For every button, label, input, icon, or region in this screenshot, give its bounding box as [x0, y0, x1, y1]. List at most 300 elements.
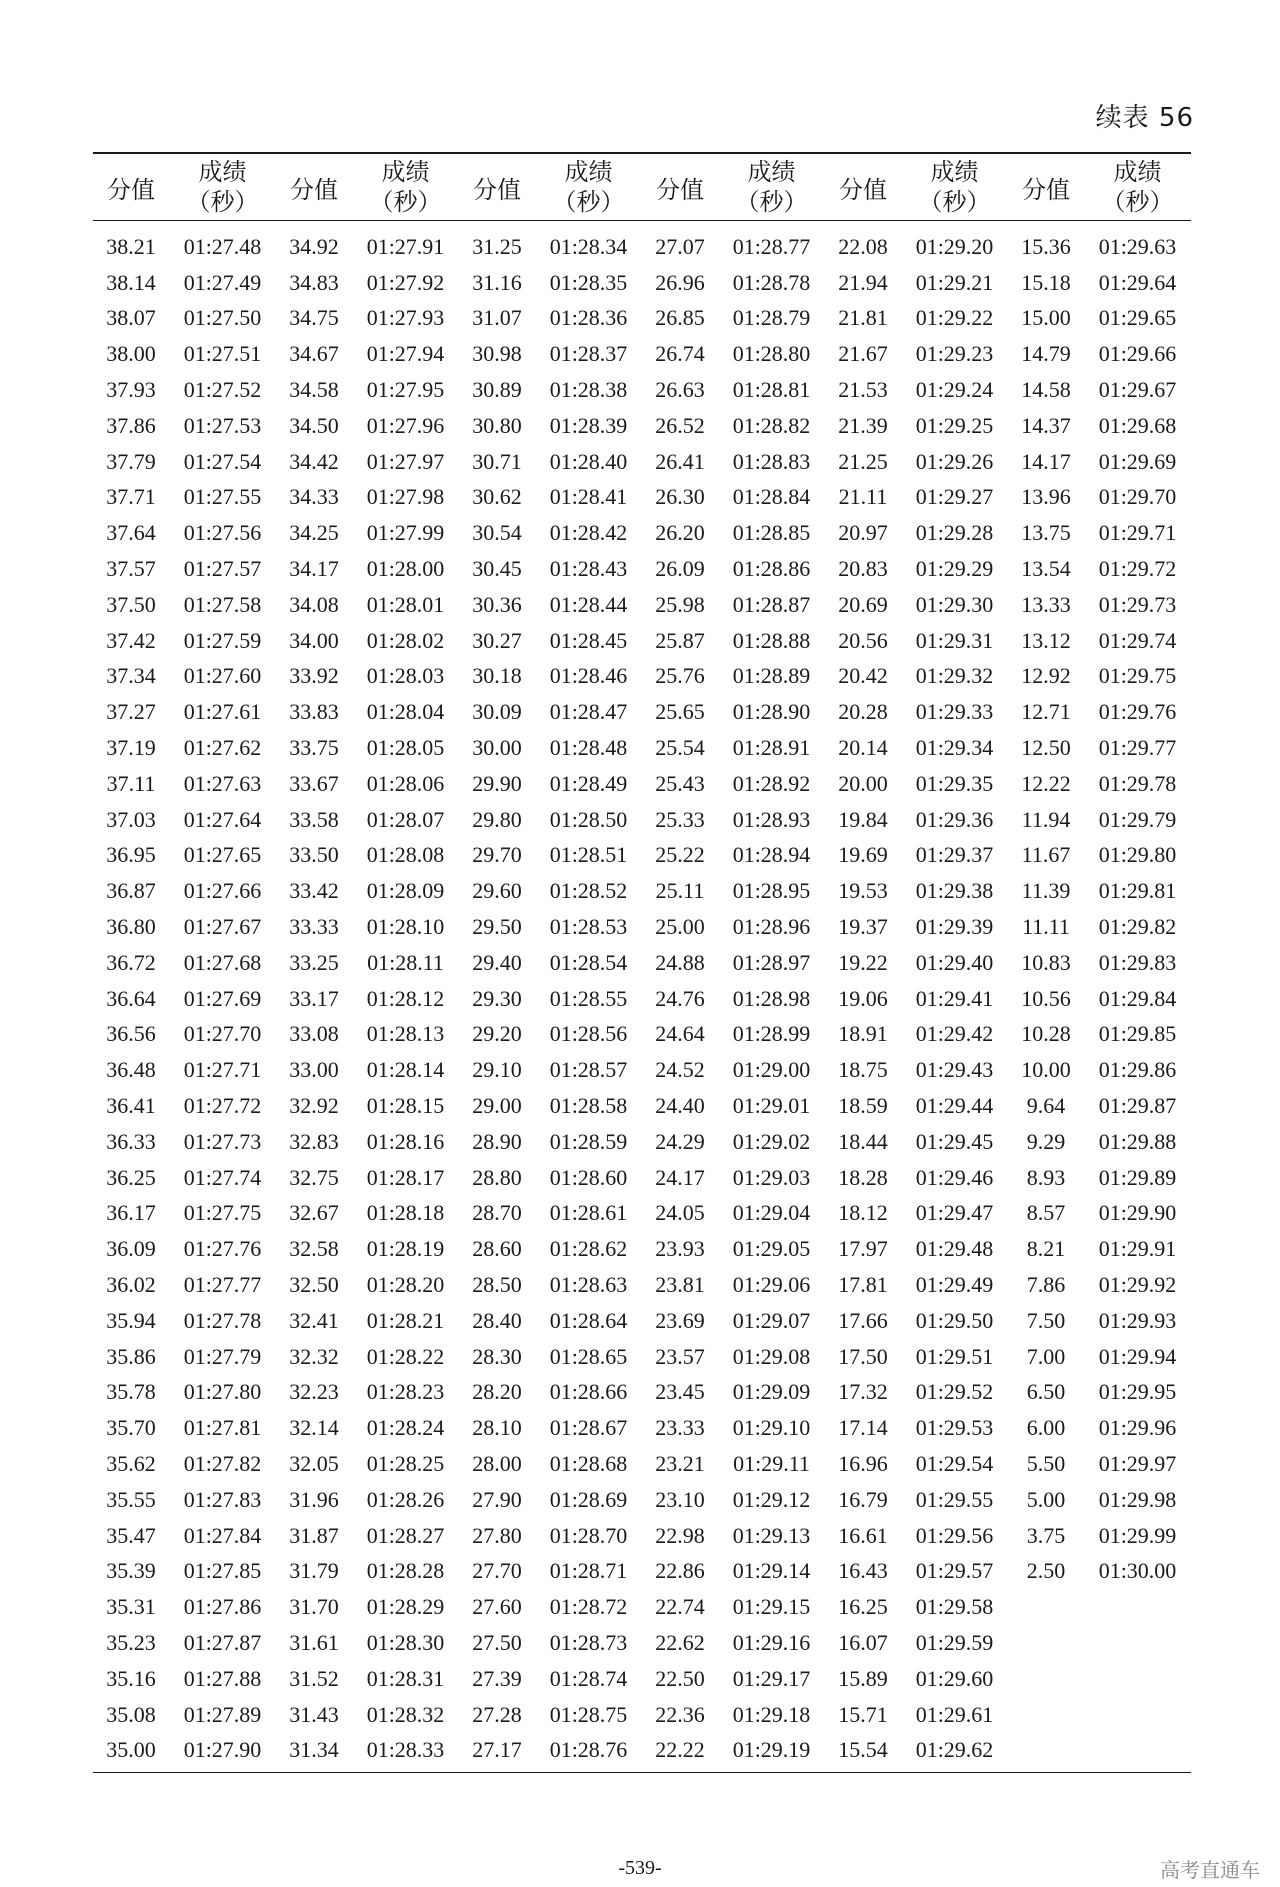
time-cell: 01:27.79	[183, 1343, 262, 1369]
score-cell: 36.48	[106, 1057, 156, 1083]
score-cell: 33.83	[289, 699, 339, 725]
time-cell: 01:29.63	[1098, 233, 1177, 259]
score-cell: 22.36	[655, 1701, 705, 1727]
time-cell: 01:27.82	[183, 1450, 262, 1476]
score-cell: 25.11	[655, 878, 705, 904]
score-cell: 33.33	[289, 914, 339, 940]
time-cell: 01:29.05	[732, 1236, 811, 1262]
score-cell: 21.53	[838, 377, 888, 403]
score-cell: 36.72	[106, 949, 156, 975]
time-cell: 01:28.30	[366, 1629, 445, 1655]
score-cell: 10.00	[1021, 1057, 1071, 1083]
score-cell: 12.50	[1021, 735, 1071, 761]
time-cell: 01:29.67	[1098, 377, 1177, 403]
score-cell	[1008, 1661, 1084, 1697]
time-cell: 01:29.35	[915, 770, 994, 796]
time-cell: 01:27.67	[183, 914, 262, 940]
time-cell: 01:28.88	[732, 627, 811, 653]
score-cell: 28.90	[472, 1128, 522, 1154]
time-cell: 01:28.55	[549, 985, 628, 1011]
score-cell: 32.05	[289, 1450, 339, 1476]
header-time-label: 成绩	[381, 158, 430, 186]
table-row	[93, 1410, 1191, 1446]
time-cell: 01:29.32	[915, 663, 994, 689]
score-cell: 36.95	[106, 842, 156, 868]
score-cell: 30.80	[472, 412, 522, 438]
header-row	[93, 153, 1191, 221]
header-time-label: 成绩	[564, 158, 613, 186]
time-cell: 01:29.07	[732, 1307, 811, 1333]
time-cell: 01:29.78	[1098, 770, 1177, 796]
score-cell: 23.45	[655, 1379, 705, 1405]
time-cell: 01:29.58	[915, 1594, 994, 1620]
time-cell: 01:29.75	[1098, 663, 1177, 689]
time-cell: 01:28.07	[366, 806, 445, 832]
score-cell: 35.86	[106, 1343, 156, 1369]
score-cell: 21.25	[838, 448, 888, 474]
score-cell: 34.50	[289, 412, 339, 438]
score-cell: 23.33	[655, 1415, 705, 1441]
time-cell: 01:29.17	[732, 1665, 811, 1691]
time-cell: 01:29.79	[1098, 806, 1177, 832]
score-cell: 21.67	[838, 341, 888, 367]
table-row	[93, 515, 1191, 551]
score-cell: 37.19	[106, 735, 156, 761]
time-cell: 01:29.64	[1098, 269, 1177, 295]
time-cell: 01:28.39	[549, 412, 628, 438]
time-cell: 01:27.55	[183, 484, 262, 510]
time-cell: 01:28.50	[549, 806, 628, 832]
time-cell: 01:27.52	[183, 377, 262, 403]
time-cell: 01:29.13	[732, 1522, 811, 1548]
time-cell: 01:29.06	[732, 1272, 811, 1297]
score-cell: 37.42	[106, 627, 156, 653]
time-cell: 01:29.80	[1098, 842, 1177, 868]
score-cell: 16.61	[838, 1522, 888, 1548]
time-cell: 01:29.52	[915, 1379, 994, 1405]
score-cell: 33.67	[289, 770, 339, 796]
time-cell: 01:28.00	[366, 556, 445, 582]
score-cell: 37.34	[106, 663, 156, 689]
time-cell: 01:27.78	[183, 1307, 262, 1333]
time-cell: 01:28.91	[732, 735, 811, 761]
time-cell: 01:29.94	[1098, 1343, 1177, 1369]
time-cell: 01:28.26	[366, 1486, 445, 1512]
score-cell: 36.80	[106, 914, 156, 940]
score-cell: 35.55	[106, 1486, 156, 1512]
score-cell: 23.81	[655, 1272, 705, 1297]
time-cell: 01:27.54	[183, 448, 262, 474]
score-cell: 19.84	[838, 806, 888, 832]
time-cell: 01:28.87	[732, 591, 811, 617]
table-row	[93, 1482, 1191, 1518]
time-cell: 01:29.71	[1098, 520, 1177, 546]
score-cell: 33.00	[289, 1057, 339, 1083]
score-cell: 25.22	[655, 842, 705, 868]
score-cell: 30.27	[472, 627, 522, 653]
score-cell: 35.08	[106, 1701, 156, 1727]
time-cell: 01:29.09	[732, 1379, 811, 1405]
time-cell: 01:29.39	[915, 914, 994, 940]
score-cell: 36.41	[106, 1093, 156, 1119]
time-cell: 01:28.73	[549, 1629, 628, 1655]
score-cell: 32.32	[289, 1343, 339, 1369]
score-cell	[1008, 1625, 1084, 1661]
table-row	[93, 694, 1191, 730]
time-cell: 01:28.28	[366, 1558, 445, 1584]
score-cell: 31.52	[289, 1665, 339, 1691]
score-cell: 28.00	[472, 1450, 522, 1476]
time-cell: 01:29.37	[915, 842, 994, 868]
score-cell: 8.57	[1026, 1200, 1066, 1226]
table-header	[93, 153, 1191, 221]
score-cell: 26.96	[655, 269, 705, 295]
header-time-unit: （秒）	[369, 188, 442, 216]
score-cell: 25.54	[655, 735, 705, 761]
score-cell: 33.58	[289, 806, 339, 832]
time-cell: 01:29.14	[732, 1558, 811, 1584]
time-cell: 01:29.88	[1098, 1128, 1177, 1154]
time-cell: 01:28.63	[549, 1272, 628, 1297]
time-cell: 01:29.98	[1098, 1486, 1177, 1512]
score-cell: 29.30	[472, 985, 522, 1011]
header-time	[535, 153, 642, 221]
score-cell: 38.21	[106, 233, 156, 259]
time-cell: 01:29.53	[915, 1415, 994, 1441]
time-cell: 01:29.30	[915, 591, 994, 617]
time-cell: 01:27.96	[366, 412, 445, 438]
time-cell: 01:27.81	[183, 1415, 262, 1441]
score-cell: 34.67	[289, 341, 339, 367]
table-row	[93, 1697, 1191, 1733]
time-cell: 01:28.97	[732, 949, 811, 975]
score-cell: 29.20	[472, 1021, 522, 1047]
score-cell: 34.33	[289, 484, 339, 510]
time-cell: 01:27.60	[183, 663, 262, 689]
table-row	[93, 551, 1191, 587]
time-cell: 01:28.44	[549, 591, 628, 617]
score-cell: 33.42	[289, 878, 339, 904]
score-cell: 27.50	[472, 1629, 522, 1655]
score-cell: 26.52	[655, 412, 705, 438]
table-row	[93, 1661, 1191, 1697]
time-cell: 01:29.26	[915, 448, 994, 474]
score-cell: 13.54	[1021, 556, 1071, 582]
score-cell: 32.23	[289, 1379, 339, 1405]
time-cell: 01:29.23	[915, 341, 994, 367]
time-cell: 01:28.96	[732, 914, 811, 940]
time-cell: 01:28.34	[549, 233, 628, 259]
time-cell	[1084, 1697, 1191, 1733]
time-cell: 01:28.24	[366, 1415, 445, 1441]
time-cell: 01:28.06	[366, 770, 445, 796]
score-cell: 26.63	[655, 377, 705, 403]
score-cell: 31.16	[472, 269, 522, 295]
table-row	[93, 981, 1191, 1017]
time-cell: 01:27.90	[169, 1732, 276, 1772]
header-time	[352, 153, 459, 221]
time-cell: 01:29.19	[718, 1732, 825, 1772]
time-cell: 01:28.90	[732, 699, 811, 725]
time-cell: 01:29.02	[732, 1128, 811, 1154]
time-cell: 01:28.10	[366, 914, 445, 940]
score-cell: 26.09	[655, 556, 705, 582]
time-cell	[1084, 1732, 1191, 1772]
score-cell: 16.43	[838, 1558, 888, 1584]
score-cell: 20.00	[838, 770, 888, 796]
score-cell: 5.50	[1026, 1450, 1066, 1476]
time-cell: 01:27.72	[183, 1093, 262, 1119]
time-cell: 01:28.09	[366, 878, 445, 904]
time-cell: 01:29.91	[1098, 1236, 1177, 1262]
time-cell: 01:29.69	[1098, 448, 1177, 474]
time-cell: 01:28.80	[732, 341, 811, 367]
table-row	[93, 1231, 1191, 1267]
time-cell: 01:28.02	[366, 627, 445, 653]
score-cell: 23.10	[655, 1486, 705, 1512]
score-cell: 35.31	[106, 1594, 156, 1620]
time-cell: 01:29.87	[1098, 1093, 1177, 1119]
score-cell: 24.64	[655, 1021, 705, 1047]
time-cell: 01:28.75	[549, 1701, 628, 1727]
table-row	[93, 766, 1191, 802]
time-cell: 01:29.72	[1098, 556, 1177, 582]
score-cell: 9.64	[1026, 1093, 1066, 1119]
header-score: 分值	[93, 153, 169, 221]
score-cell: 24.52	[655, 1057, 705, 1083]
score-cell: 30.18	[472, 663, 522, 689]
time-cell: 01:29.20	[915, 233, 994, 259]
table-row	[93, 301, 1191, 337]
table-row	[93, 1088, 1191, 1124]
time-cell: 01:29.00	[732, 1057, 811, 1083]
score-cell	[1008, 1732, 1084, 1772]
time-cell: 01:28.71	[549, 1558, 628, 1584]
time-cell: 01:29.50	[915, 1307, 994, 1333]
score-cell: 32.41	[289, 1307, 339, 1333]
time-cell: 01:28.52	[549, 878, 628, 904]
time-cell: 01:28.14	[366, 1057, 445, 1083]
header-time-unit: （秒）	[186, 188, 259, 216]
score-cell: 30.54	[472, 520, 522, 546]
score-cell: 17.97	[838, 1236, 888, 1262]
time-cell: 01:29.56	[915, 1522, 994, 1548]
time-cell: 01:28.82	[732, 412, 811, 438]
score-cell: 18.91	[838, 1021, 888, 1047]
score-cell: 30.71	[472, 448, 522, 474]
time-cell: 01:28.42	[549, 520, 628, 546]
time-cell: 01:29.61	[915, 1701, 994, 1727]
time-cell: 01:28.92	[732, 770, 811, 796]
table-row	[93, 1446, 1191, 1482]
score-cell: 31.79	[289, 1558, 339, 1584]
score-cell: 22.98	[655, 1522, 705, 1548]
time-cell: 01:29.01	[732, 1093, 811, 1119]
header-time-unit: （秒）	[552, 188, 625, 216]
score-cell: 7.86	[1026, 1272, 1066, 1297]
score-cell: 17.81	[838, 1272, 888, 1297]
time-cell: 01:29.73	[1098, 591, 1177, 617]
table-row	[93, 1339, 1191, 1375]
score-cell: 13.96	[1021, 484, 1071, 510]
table-row	[93, 1589, 1191, 1625]
score-cell: 29.70	[472, 842, 522, 868]
score-cell: 23.21	[655, 1450, 705, 1476]
time-cell: 01:28.32	[366, 1701, 445, 1727]
score-cell: 23.57	[655, 1343, 705, 1369]
score-cell: 35.47	[106, 1522, 156, 1548]
time-cell: 01:28.78	[732, 269, 811, 295]
score-cell: 21.94	[838, 269, 888, 295]
score-cell: 19.37	[838, 914, 888, 940]
time-cell: 01:28.61	[549, 1200, 628, 1226]
score-cell: 27.17	[459, 1732, 535, 1772]
score-cell: 31.70	[289, 1594, 339, 1620]
time-cell: 01:29.86	[1098, 1057, 1177, 1083]
time-cell: 01:27.70	[183, 1021, 262, 1047]
header-score: 分值	[642, 153, 718, 221]
score-cell: 15.54	[825, 1732, 901, 1772]
time-cell: 01:29.76	[1098, 699, 1177, 725]
time-cell: 01:29.34	[915, 735, 994, 761]
time-cell: 01:28.36	[549, 305, 628, 331]
score-cell: 37.86	[106, 412, 156, 438]
score-cell: 18.75	[838, 1057, 888, 1083]
score-cell: 33.75	[289, 735, 339, 761]
time-cell: 01:28.65	[549, 1343, 628, 1369]
score-cell: 33.92	[289, 663, 339, 689]
score-cell: 25.33	[655, 806, 705, 832]
time-cell: 01:28.89	[732, 663, 811, 689]
time-cell: 01:29.31	[915, 627, 994, 653]
score-cell: 30.36	[472, 591, 522, 617]
score-cell: 22.86	[655, 1558, 705, 1584]
header-time-label: 成绩	[930, 158, 979, 186]
table-row	[93, 1732, 1191, 1772]
score-cell: 24.05	[655, 1200, 705, 1226]
time-cell: 01:29.33	[915, 699, 994, 725]
time-cell: 01:28.35	[549, 269, 628, 295]
score-cell	[1008, 1589, 1084, 1625]
table-row	[93, 221, 1191, 265]
score-cell: 37.79	[106, 448, 156, 474]
score-cell: 31.43	[289, 1701, 339, 1727]
score-cell: 8.93	[1026, 1164, 1066, 1190]
score-cell: 14.79	[1021, 341, 1071, 367]
time-cell: 01:29.11	[733, 1450, 810, 1476]
score-cell: 28.70	[472, 1200, 522, 1226]
time-cell: 01:29.77	[1098, 735, 1177, 761]
score-cell: 20.56	[838, 627, 888, 653]
score-cell: 17.32	[838, 1379, 888, 1405]
time-cell: 01:28.77	[732, 233, 811, 259]
time-cell: 01:28.83	[732, 448, 811, 474]
score-cell: 22.62	[655, 1629, 705, 1655]
score-table-container	[93, 152, 1191, 1773]
time-cell: 01:29.16	[732, 1629, 811, 1655]
table-row	[93, 1553, 1191, 1589]
score-cell: 32.14	[289, 1415, 339, 1441]
score-cell: 33.25	[289, 949, 339, 975]
score-cell: 34.25	[289, 520, 339, 546]
time-cell: 01:28.98	[732, 985, 811, 1011]
score-cell: 14.58	[1021, 377, 1071, 403]
time-cell: 01:27.80	[183, 1379, 262, 1405]
time-cell: 01:29.85	[1098, 1021, 1177, 1047]
score-cell: 18.12	[838, 1200, 888, 1226]
score-cell: 31.34	[276, 1732, 352, 1772]
score-cell: 11.94	[1021, 806, 1071, 832]
time-cell: 01:27.94	[366, 341, 445, 367]
time-cell: 01:29.28	[915, 520, 994, 546]
score-cell: 24.88	[655, 949, 705, 975]
time-cell: 01:28.53	[549, 914, 628, 940]
score-cell: 30.09	[472, 699, 522, 725]
time-cell: 01:28.48	[549, 735, 628, 761]
score-cell: 27.70	[472, 1558, 522, 1584]
score-cell: 28.20	[472, 1379, 522, 1405]
time-cell: 01:28.57	[549, 1057, 628, 1083]
score-cell: 3.75	[1026, 1522, 1066, 1548]
time-cell: 01:28.25	[366, 1450, 445, 1476]
time-cell: 01:27.50	[183, 305, 262, 331]
time-cell: 01:27.95	[366, 377, 445, 403]
table-row	[93, 372, 1191, 408]
score-cell: 38.00	[106, 341, 156, 367]
table-row	[93, 838, 1191, 874]
score-cell: 7.50	[1026, 1307, 1066, 1333]
table-row	[93, 1375, 1191, 1411]
time-cell: 01:28.04	[366, 699, 445, 725]
score-cell: 37.57	[106, 556, 156, 582]
header-score: 分值	[459, 153, 535, 221]
score-cell: 19.06	[838, 985, 888, 1011]
table-row	[93, 587, 1191, 623]
time-cell: 01:28.43	[549, 556, 628, 582]
header-time	[1084, 153, 1191, 221]
time-cell: 01:27.88	[183, 1665, 262, 1691]
score-cell: 10.28	[1021, 1021, 1071, 1047]
header-score: 分值	[1008, 153, 1084, 221]
time-cell: 01:29.62	[901, 1732, 1008, 1772]
score-cell: 10.56	[1021, 985, 1071, 1011]
score-cell: 19.53	[838, 878, 888, 904]
time-cell: 01:27.97	[366, 448, 445, 474]
time-cell: 01:28.69	[549, 1486, 628, 1512]
score-cell: 36.56	[106, 1021, 156, 1047]
score-cell: 26.41	[655, 448, 705, 474]
score-cell: 29.40	[472, 949, 522, 975]
score-cell: 13.75	[1021, 520, 1071, 546]
time-cell: 01:28.58	[549, 1093, 628, 1119]
score-cell: 31.96	[289, 1486, 339, 1512]
time-cell: 01:27.75	[183, 1200, 262, 1226]
score-cell: 32.58	[289, 1236, 339, 1262]
time-cell: 01:28.19	[366, 1236, 445, 1262]
score-cell: 35.16	[106, 1665, 156, 1691]
score-cell: 25.76	[655, 663, 705, 689]
score-cell: 31.25	[472, 233, 522, 259]
score-cell: 8.21	[1026, 1236, 1066, 1262]
time-cell: 01:28.95	[732, 878, 811, 904]
score-cell: 17.66	[838, 1307, 888, 1333]
time-cell: 01:29.25	[915, 412, 994, 438]
score-cell: 13.12	[1021, 627, 1071, 653]
score-cell: 36.64	[106, 985, 156, 1011]
time-cell: 01:29.03	[732, 1164, 811, 1190]
time-cell: 01:28.31	[366, 1665, 445, 1691]
score-cell: 25.43	[655, 770, 705, 796]
